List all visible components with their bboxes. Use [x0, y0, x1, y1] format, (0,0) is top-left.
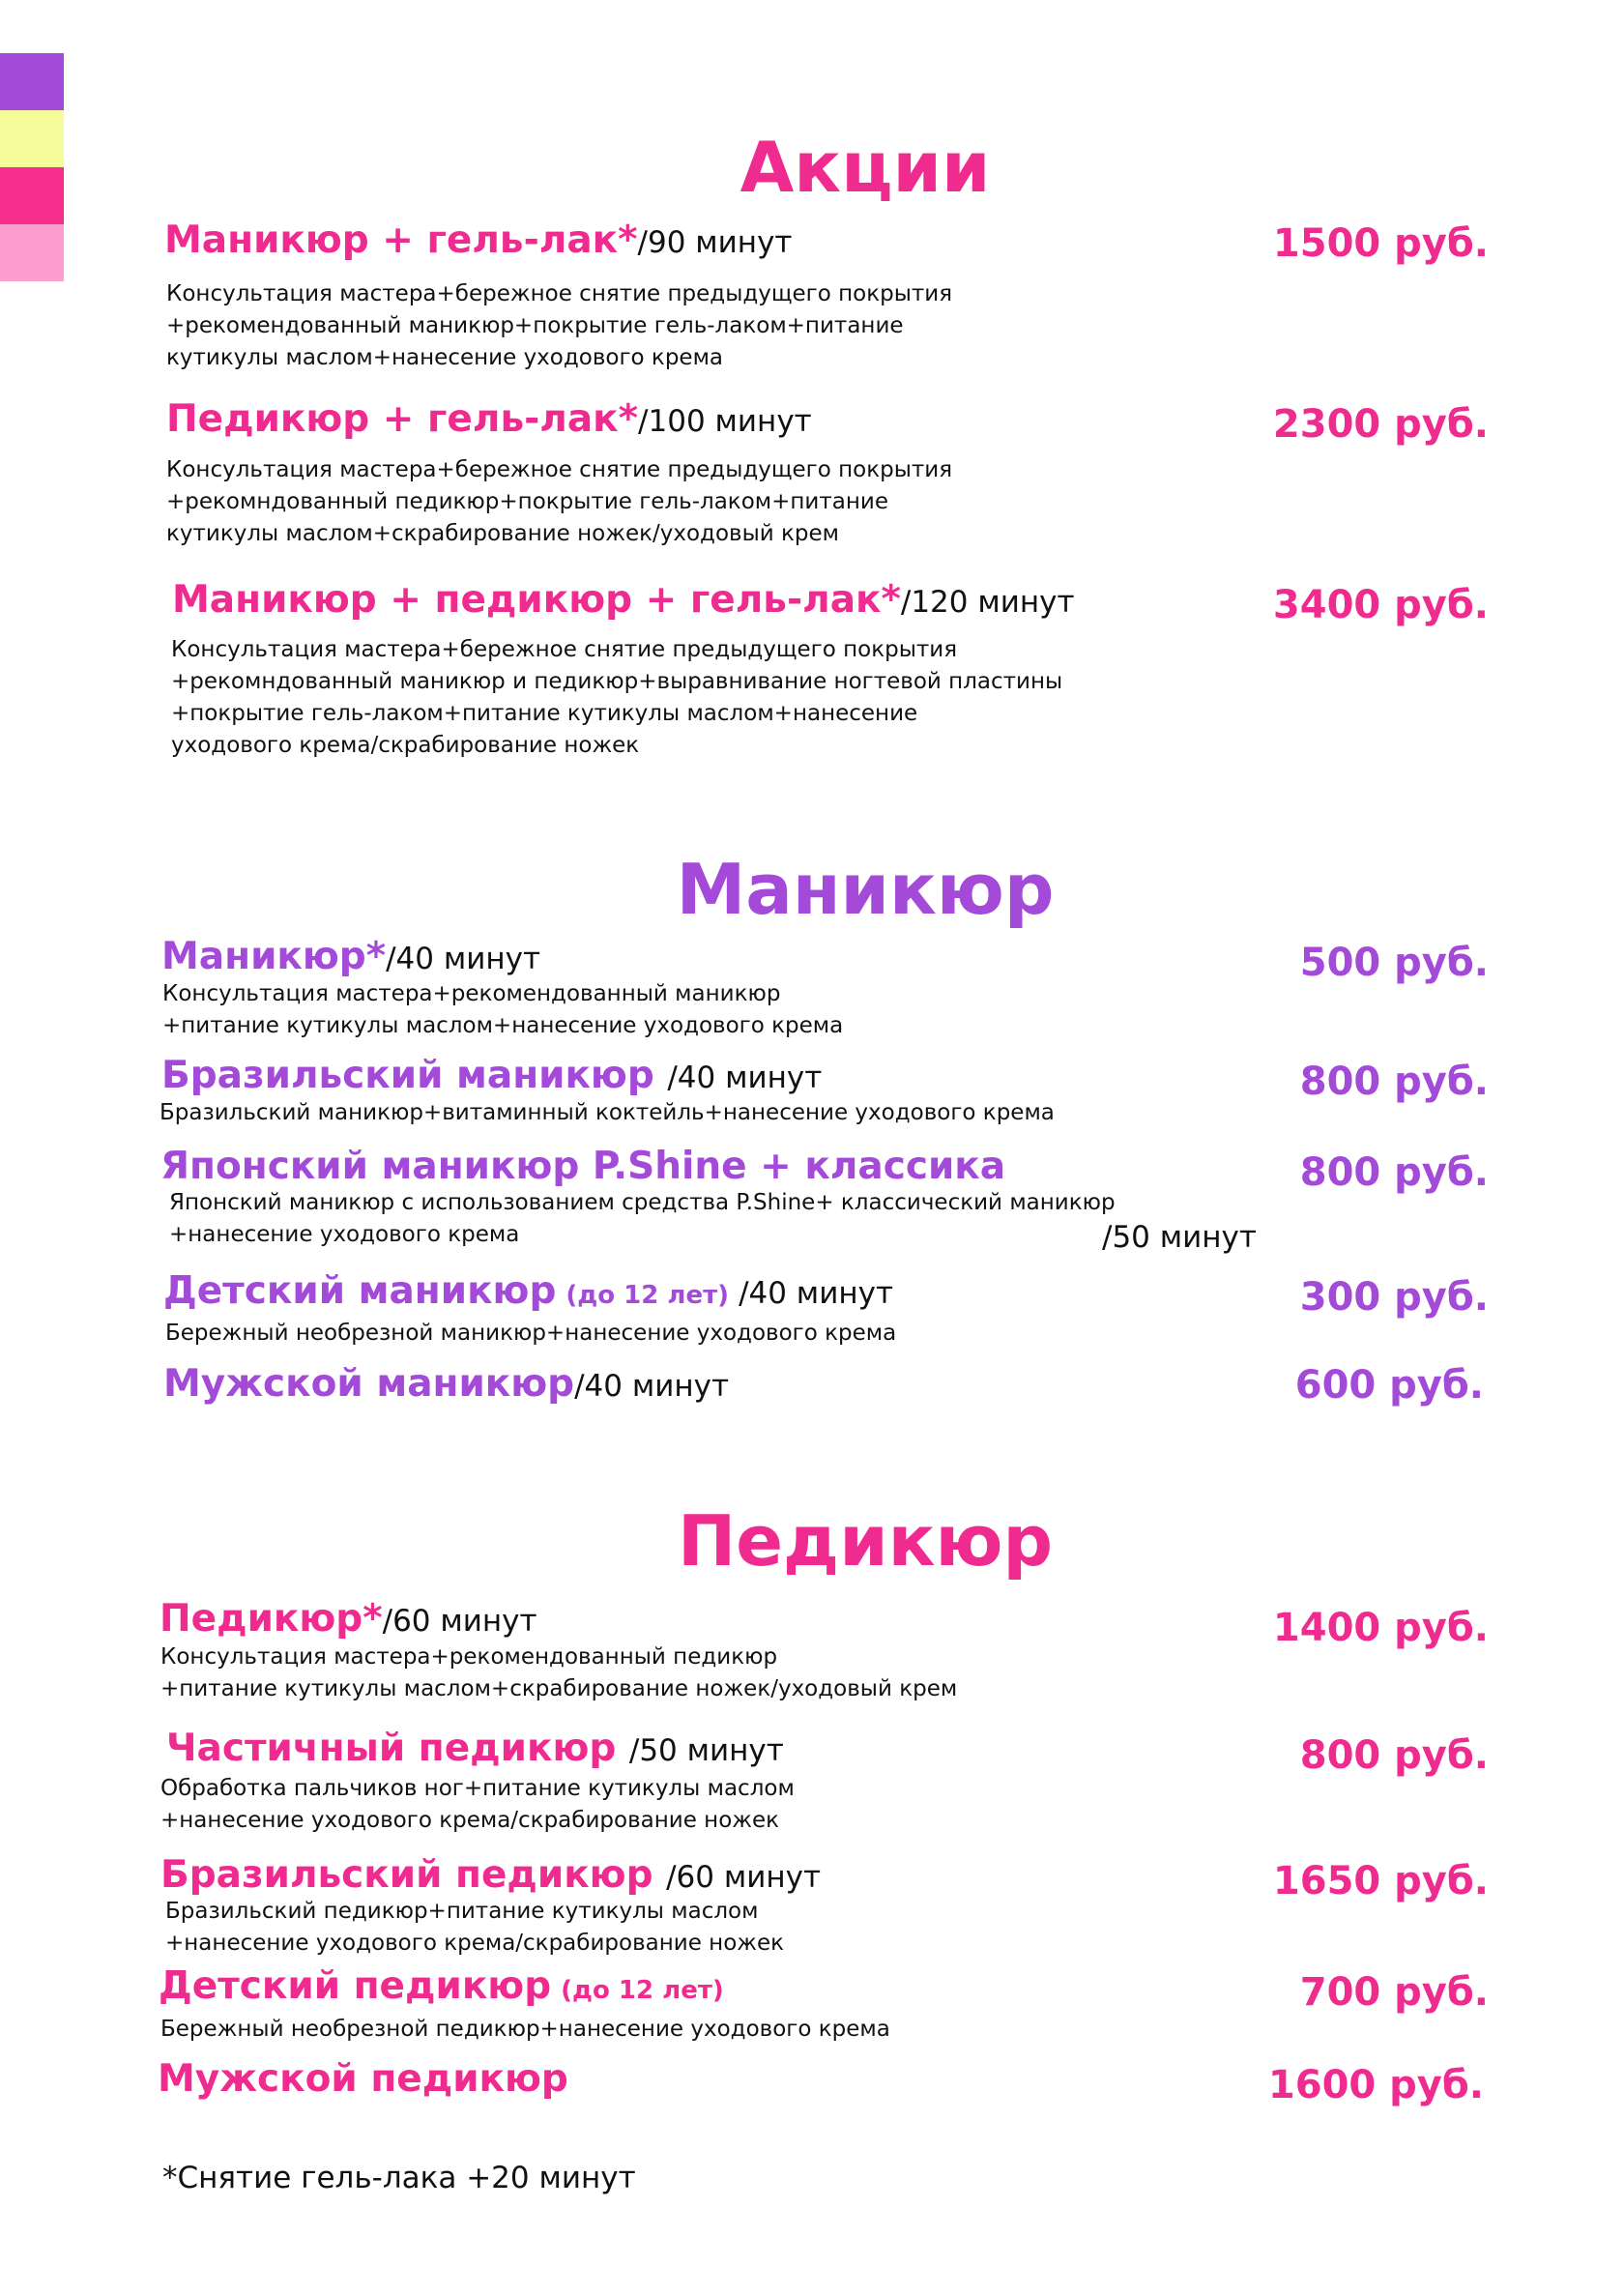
swatch-purple: [0, 53, 64, 110]
service-duration: /60 минут: [666, 1860, 822, 1895]
service-duration: /40 минут: [386, 942, 541, 976]
service-price: 1500 руб.: [1272, 221, 1489, 266]
service-price: 1600 руб.: [1267, 2063, 1484, 2107]
service-name: Японский маникюр P.Shine + классика: [160, 1145, 1006, 1188]
service-name: Педикюр + гель-лак*: [166, 397, 639, 441]
promo-section-title: Акции: [740, 127, 991, 208]
swatch-light-pink: [0, 224, 64, 281]
service-name: Маникюр + гель-лак*: [164, 218, 638, 262]
service-name: Мужской маникюр: [163, 1362, 575, 1406]
service-name: Бразильский педикюр: [160, 1853, 667, 1897]
service-price: 700 руб.: [1299, 1970, 1489, 2015]
manicure-section-title: Маникюр: [676, 849, 1055, 930]
service-duration: /40 минут: [574, 1369, 730, 1404]
service-name: Маникюр*: [161, 935, 387, 978]
service-price: 3400 руб.: [1272, 583, 1489, 627]
service-name: Бразильский маникюр: [161, 1054, 668, 1097]
service-price: 800 руб.: [1299, 1060, 1489, 1104]
service-description: Консультация мастера+бережное снятие предыдущего покрытия +рекомндованный педикюр+покрытие гель-лаком+питание кутикулы маслом+скрабирование ножек/уходовый крем: [166, 457, 953, 546]
service-name: Мужской педикюр: [158, 2057, 568, 2101]
service-duration: /50 минут: [1102, 1220, 1257, 1255]
service-description: Консультация мастера+рекомендованный маникюр +питание кутикулы маслом+нанесение уходового крема: [162, 981, 844, 1038]
service-description: Бережный необрезной маникюр+нанесение уходового крема: [165, 1321, 897, 1346]
service-duration: /50 минут: [628, 1733, 784, 1768]
service-description: Консультация мастера+рекомендованный педикюр +питание кутикулы маслом+скрабирование ножек/уходовый крем: [160, 1644, 958, 1701]
service-name: Педикюр*: [160, 1597, 383, 1641]
service-price: 2300 руб.: [1272, 402, 1489, 447]
footnote: *Снятие гель-лака +20 минут: [162, 2161, 636, 2195]
service-name: Детский маникюр: [163, 1269, 557, 1313]
service-name: Маникюр + педикюр + гель-лак*: [172, 578, 901, 622]
age-tag: (до 12 лет): [566, 1281, 730, 1310]
service-price: 300 руб.: [1299, 1275, 1489, 1320]
service-description: Консультация мастера+бережное снятие предыдущего покрытия +рекомендованный маникюр+покрытие гель-лаком+питание кутикулы маслом+нанесение уходового крема: [166, 281, 953, 370]
service-description: Японский маникюр с использованием средства P.Shine+ классический маникюр +нанесение уходового крема: [169, 1190, 1116, 1247]
age-tag: (до 12 лет): [561, 1976, 724, 2005]
service-duration: /40 минут: [739, 1276, 894, 1311]
service-price: 800 руб.: [1299, 1150, 1489, 1195]
service-duration: /60 минут: [382, 1604, 537, 1639]
service-price: 600 руб.: [1294, 1363, 1484, 1408]
pedicure-section-title: Педикюр: [677, 1500, 1054, 1582]
service-description: Консультация мастера+бережное снятие предыдущего покрытия +рекомндованный маникюр и педикюр+выравнивание ногтевой пластины +покрытие гель-лаком+питание кутикулы маслом+нанесение уходового крема/скрабирование ножек: [171, 637, 1063, 758]
service-price: 1400 руб.: [1272, 1606, 1489, 1650]
service-name: Детский педикюр: [159, 1964, 552, 2008]
service-duration: /90 минут: [637, 225, 793, 260]
service-price: 800 руб.: [1299, 1733, 1489, 1778]
service-description: Обработка пальчиков ног+питание кутикулы маслом +нанесение уходового крема/скрабирование ножек: [160, 1776, 795, 1833]
service-price: 1650 руб.: [1272, 1859, 1489, 1903]
service-name: Частичный педикюр: [166, 1727, 629, 1770]
service-price: 500 руб.: [1299, 941, 1489, 985]
service-duration: /100 минут: [638, 404, 812, 439]
service-description: Бразильский маникюр+витаминный коктейль+нанесение уходового крема: [160, 1100, 1055, 1125]
service-description: Бережный необрезной педикюр+нанесение уходового крема: [160, 2017, 890, 2042]
service-duration: /120 минут: [900, 585, 1075, 620]
service-duration: /40 минут: [667, 1060, 823, 1095]
service-description: Бразильский педикюр+питание кутикулы маслом +нанесение уходового крема/скрабирование ножек: [165, 1899, 785, 1956]
